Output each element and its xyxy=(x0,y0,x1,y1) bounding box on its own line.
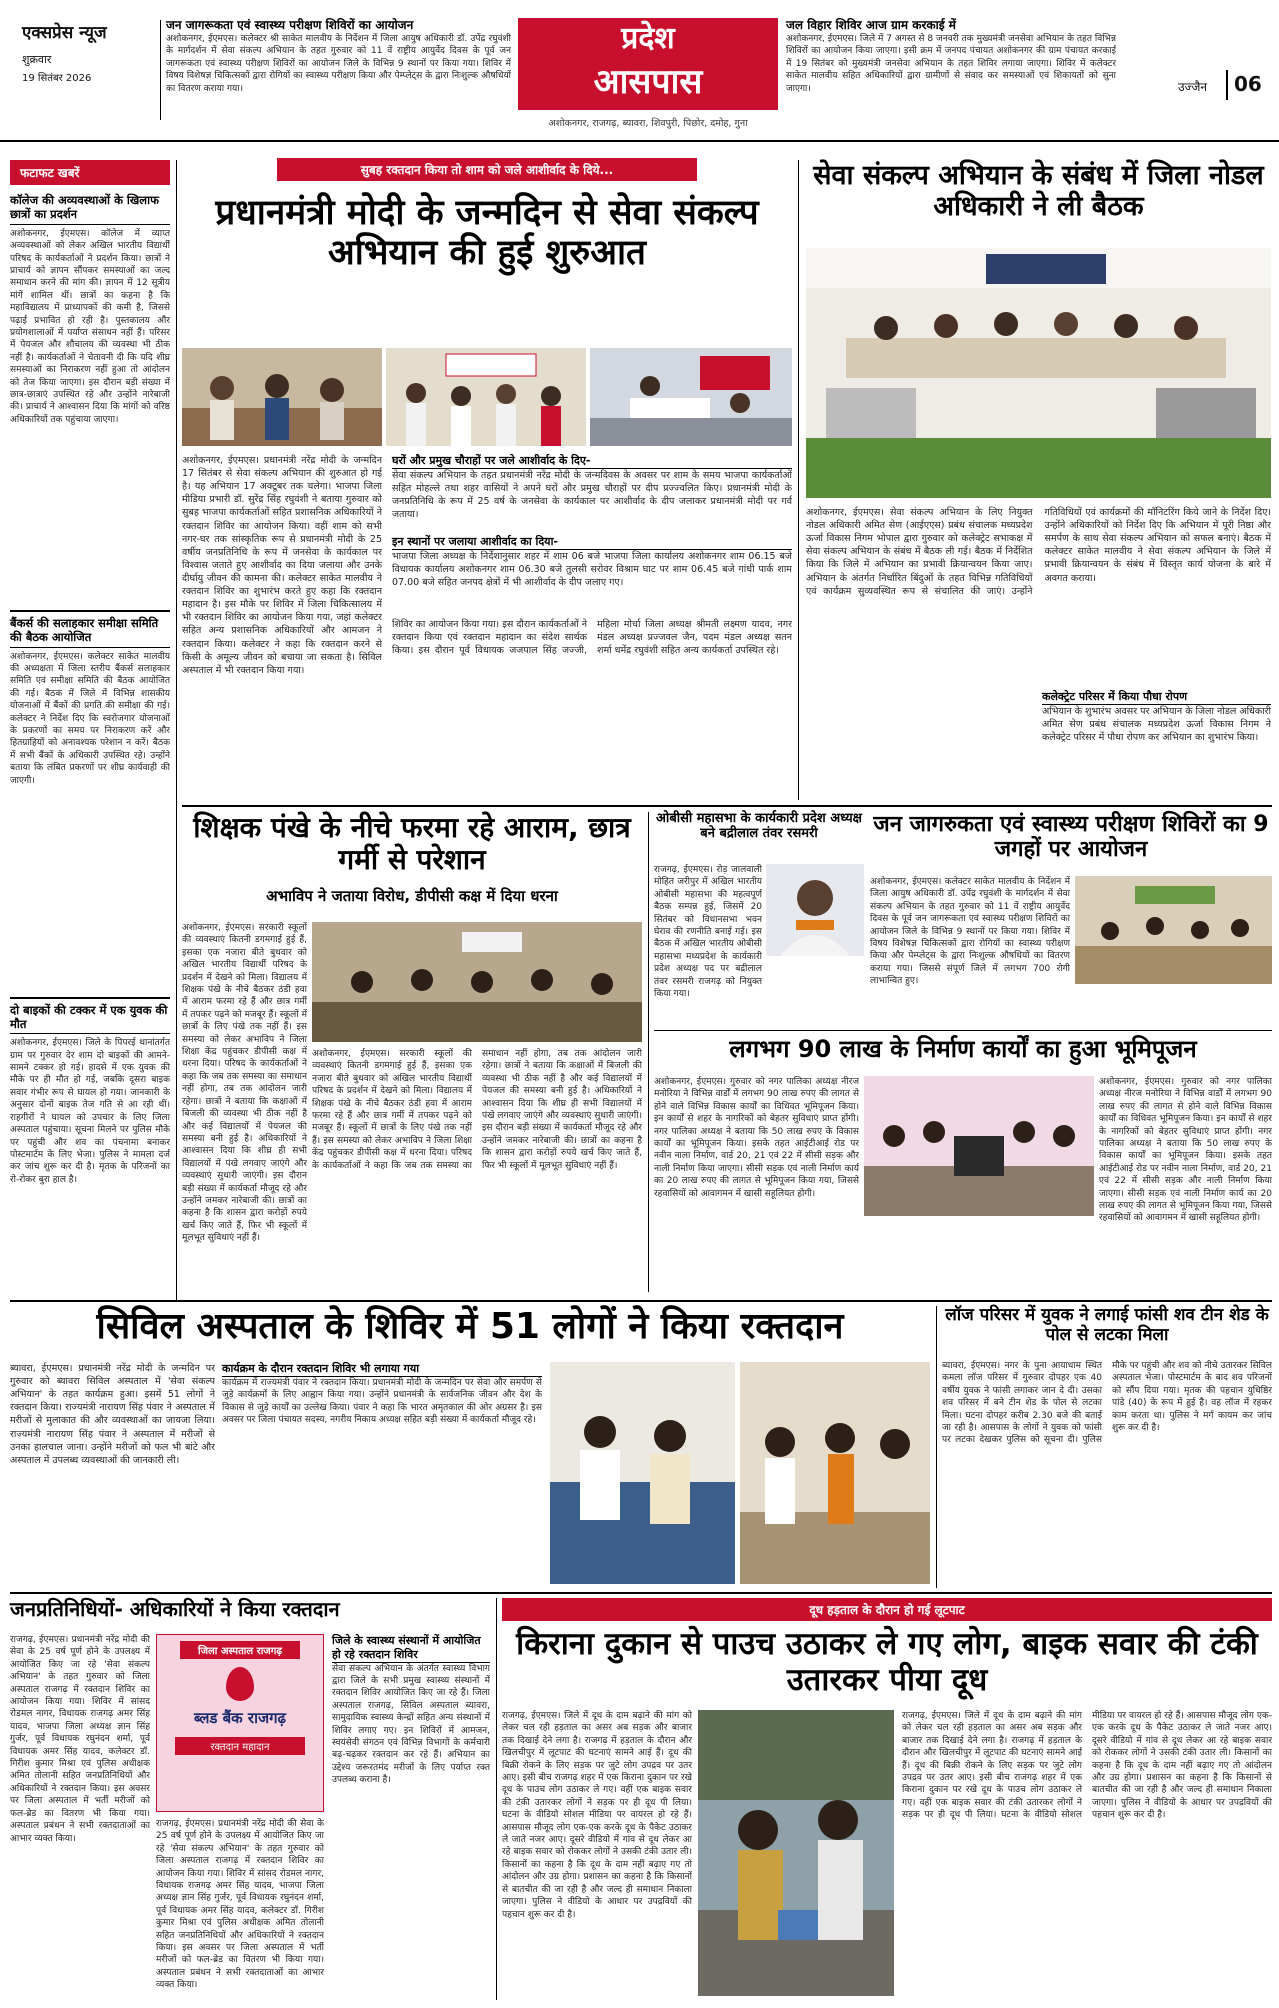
obc-body: राजगढ़, ईएमएस। रोड़ जालवाली मोहित जरीपुर में अखिल भारतीय ओबीसी महासभा की महत्वपूर्ण बैठक सम्पन्न हुई, जिसमें 20 सितंबर को विधानसभा भवन घेराव की रणनीति बनाई गई। इस बैठक में अखिल भारतीय ओबीसी महासभा मध्यप्रदेश के कार्यकारी प्रदेश अध्यक्ष पद पर बद्रीलाल तंवर रसमरी राजगढ़ को नियुक्त किया गया। xyxy=(654,865,762,1000)
section-title-1: प्रदेश xyxy=(621,21,675,56)
sidebar-item-text: अशोकनगर, ईएमएस। कलेक्टर साकेत मालवीय की अध्यक्षता में जिला स्तरीय बैंकर्स सलाहकार समिति एवं समीक्षा समिति की बैठक आयोजित की गई। बैठक में जिले में विभिन्न शासकीय योजनाओं में बैंकों की प्रगति की समीक्षा की गई। कलेक्टर ने निर्देश दिए कि स्वरोजगार योजनाओं के प्रकरणों का समय पर निराकरण करें और हितग्राहियों को अनावश्यक परेशान न करें। बैठक में सभी बैंकों के अधिकारी उपस्थित रहे। उन्होंने बताया कि लंबित प्रकरणों पर शीघ्र कार्यवाही की जाएगी। xyxy=(10,651,170,786)
milk-kicker: दूध हड़ताल के दौरान हो गई लूटपाट xyxy=(502,1598,1272,1621)
edition-name: उज्जैन xyxy=(1178,80,1208,94)
meeting-photo xyxy=(806,248,1271,498)
construction-headline: लगभग 90 लाख के निर्माण कार्यों का हुआ भूमिपूजन xyxy=(729,1035,1197,1063)
hanging-body: ब्यावरा, ईएमएस। नगर के पुना आयाधाम स्थित कमला लॉज परिसर में गुरुवार दोपहर एक 40 वर्षीय युवक ने फांसी लगाकर जान दे दी। उसका शव परिसर में बने टीन शेड के पोल से लटका मिला। घटना दोपहर करीब 2.30 बजे की बताई जा रही है। आसपास के लोगों ने युवक को फांसी पर लटका देखकर पुलिस को सूचना दी। पुलिस मौके पर पहुंची और शव को नीचे उतारकर सिविल अस्पताल भेजा। पोस्टमार्टम के बाद शव परिजनों को सौंप दिया गया। मृतक की पहचान युधिष्ठिर पांडे (40) के रूप में हुई है। वह लॉज में रहकर काम करता था। पुलिस ने मर्ग कायम कर जांच शुरू कर दी है। xyxy=(942,1361,1272,1446)
brief-right xyxy=(786,18,1116,133)
section-box xyxy=(518,18,778,110)
blood-bank-poster xyxy=(156,1634,324,1812)
hanging-headline: लॉज परिसर में युवक ने लगाई फांसी शव टीन शेड के पोल से लटका मिला xyxy=(945,1305,1269,1345)
sidebar-item-title: दो बाइकों की टक्कर में एक युवक की मौत xyxy=(10,1003,170,1035)
construction-body-cont: अशोकनगर, ईएमएस। गुरुवार को नगर पालिका अध्यक्ष नीरज मनोरिया ने विभिन्न वार्डों में लगभग 90 लाख रुपए की लागत से होने वाले विभिन्न विकास कार्यों का विधिवत भूमिपूजन किया। इन कार्यों से शहर के नागरिकों को बेहतर सुविधाएं प्राप्त होंगी। नगर पालिका अध्यक्ष ने बताया कि 50 लाख रुपए के विकास कार्यों का भूमिपूजन किया। इसके तहत आईटीआई रोड पर नवीन नाला निर्माण, वार्ड 20, 21 एवं 22 में सीसी सड़क और नाली निर्माण किया जाएगा। सीसी सड़क एवं नाली निर्माण कार्य का 20 लाख रुपए की लागत से भूमिपूजन किया गया, जिससे रहवासियों को आवागमन में खासी सहूलियत होगी। xyxy=(1099,1077,1272,1224)
blood-donation-sub-title: कार्यक्रम के दौरान रक्तदान शिविर भी लगाया गया xyxy=(222,1362,542,1377)
teacher-body-cont: अशोकनगर, ईएमएस। सरकारी स्कूलों की व्यवस्थाएं कितनी डगमगाई हुई हैं, इसका एक नजारा बीते बुधवार को अखिल भारतीय विद्यार्थी परिषद के प्रदर्शन में देखने को मिला। विद्यालय में शिक्षक पंखे के नीचे बैठकर ठंडी हवा में आराम फरमा रहे हैं और छात्र गर्मी में तपकर पढ़ने को मजबूर हैं। स्कूलों में छात्रों के लिए पंखे तक नहीं हैं। इस समस्या को लेकर अभाविप ने जिला शिक्षा केंद्र पहुंचकर डीपीसी कक्ष में धरना दिया। परिषद के कार्यकर्ताओं ने कहा कि जब तक समस्या का समाधान नहीं होगा, तब तक आंदोलन जारी रहेगा। छात्रों ने बताया कि कक्षाओं में बिजली की व्यवस्था भी ठीक नहीं है और कई विद्यालयों में पेयजल की समस्या बनी हुई है। अधिकारियों ने आश्वासन दिया कि शीघ्र ही सभी विद्यालयों में पंखे लगवाए जाएंगे और व्यवस्थाएं सुधारी जाएंगी। इस दौरान बड़ी संख्या में कार्यकर्ता मौजूद रहे और उन्होंने जमकर नारेबाजी की। छात्रों का कहना है कि शासन द्वारा करोड़ों रुपये खर्च किए जाते हैं, फिर भी स्कूलों में मूलभूत सुविधाएं नहीं हैं। xyxy=(312,1049,642,1171)
section-title-2: आसपास xyxy=(593,62,703,102)
health-camp-headline: जन जागरुकता एवं स्वास्थ्य परीक्षण शिविरों का 9 जगहों पर आयोजन xyxy=(873,812,1269,863)
meeting-body: अशोकनगर, ईएमएस। सेवा संकल्प अभियान के लिए नियुक्त नोडल अधिकारी अमित सेण (आईएएस) प्रबंध संचालक मध्यप्रदेश ऊर्जा विकास निगम भोपाल द्वारा गुरुवार को कलेक्ट्रेट सभाकक्ष में सेवा संकल्प अभियान के संबंध में बैठक ली गई। बैठक में निर्देशित किया कि जिले में अभियान का प्रभावी क्रियान्वयन किया जाए। अभियान के अंतर्गत निर्धारित बिंदुओं के तहत विभिन्न गतिविधियों एवं कार्यक्रम सुव्यवस्थित रूप से संचालित की जाएं। उन्होंने गतिविधियों एवं कार्यक्रमों की मॉनिटरिंग किये जाने के निर्देश दिए। उन्होंने अधिकारियों को निर्देश दिए कि अभियान में पूरी निष्ठा और समर्पण के साथ सेवा संकल्प अभियान को सफल बनाएं। बैठक में कलेक्टर साकेत मालवीय ने सेवा संकल्प अभियान के जिले में प्रभावी क्रियान्वयन के संबंध में विस्तृत कार्य योजना के बारे में अवगत कराया। xyxy=(806,507,1271,597)
blood-donation-story xyxy=(10,1306,930,1588)
paper-name: एक्सप्रेस न्यूज xyxy=(22,23,107,43)
sidebar-item xyxy=(10,193,170,606)
obc-story xyxy=(654,812,864,1027)
officials-blood-sub-title: जिले के स्वास्थ्य संस्थानों में आयोजित हो रहे रक्तदान शिविर xyxy=(332,1634,490,1663)
officials-blood-sub-text: सेवा संकल्प अभियान के अंतर्गत स्वास्थ्य विभाग द्वारा जिले के सभी प्रमुख स्वास्थ्य संस्थानों में रक्तदान शिविर आयोजित किए जा रहे हैं। जिला अस्पताल राजगढ़, सिविल अस्पताल ब्यावरा, सामुदायिक स्वास्थ्य केन्द्रों सहित अन्य संस्थानों में शिविर लगाए गए। इन शिविरों में आमजन, स्वयंसेवी संगठन एवं विभिन्न विभागों के कर्मचारी बढ़-चढ़कर रक्तदान कर रहे हैं। अभियान का उद्देश्य जरूरतमंद मरीजों के लिए पर्याप्त रक्त उपलब्ध कराना है। xyxy=(332,1663,490,1786)
blood-donation-sub-text: कार्यक्रम में राज्यमंत्री पंवार ने रक्तदान किया। प्रधानमंत्री मोदी के जन्मदिन पर सेवा और समर्पण से जुड़े कार्यक्रमों के लिए आह्वान किया गया। उन्होंने प्रधानमंत्री के सार्वजनिक जीवन और देश के विकास से जुड़े कार्यों का उल्लेख किया। पंवार ने कहा कि भारत अमृतकाल की ओर अग्रसर है। इस अवसर पर जिला पंचायत सदस्य, नगरीय निकाय अध्यक्ष सहित बड़ी संख्या में कार्यकर्ता मौजूद रहे। xyxy=(222,1377,542,1425)
teacher-headline: शिक्षक पंखे के नीचे फरमा रहे आराम, छात्र गर्मी से परेशान xyxy=(193,811,631,877)
health-camp-story xyxy=(870,812,1272,1027)
lead-body: अशोकनगर, ईएमएस। प्रधानमंत्री नरेंद्र मोदी के जन्मदिन 17 सितंबर से सेवा संकल्प अभियान की शुरुआत हो गई है। यह अभियान 17 अक्टूबर तक चलेगा। भाजपा जिला मीडिया प्रभारी डॉ. सुरेंद्र सिंह रघुवंशी ने बताया गुरुवार को सुबह भाजपा कार्यकर्ताओं सहित प्रशासनिक अधिकारियों ने रक्तदान शिविर का आयोजन किया। वहीं शाम को सभी नगर-घर तक सांस्कृतिक रूप से प्रधानमंत्री मोदी के 25 वर्षीय जनप्रतिनिधि के रूप में जनसेवा के कार्यकाल पर विश्वास जताते हुए आशीर्वाद का दिया जलाया और उनके दीर्घायु जीवन की कामना की। कलेक्टर साकेत मालवीय ने रक्तदान शिविर का शुभारंभ करते हुए कहा कि रक्तदान महादान है। इस मौके पर शिविर में जिला चिकित्सालय में भी रक्तदान शिविर का आयोजन किया गया, जहां कलेक्टर सहित अन्य प्रशासनिक अधिकारियों और आमजन ने रक्तदान किया। कलेक्टर ने कहा कि रक्तदान करने से किसी के अमूल्य जीवन को बचाया जा सकता है। सिविल अस्पताल में भी रक्तदान किया गया। xyxy=(182,455,382,676)
meeting-sub xyxy=(1042,690,1271,795)
teacher-photo xyxy=(312,922,642,1042)
lead-inset2-text: भाजपा जिला अध्यक्ष के निर्देशानुसार शहर में शाम 06 बजे भाजपा जिला कार्यालय अशोकनगर शाम 06.15 बजे विधायक कार्यालय अशोकनगर शाम 06.30 बजे तुलसी सरोवर विश्राम घाट पर शाम 06.45 बजे गांधी पार्क शाम 07.00 बजे सहित जनपद क्षेत्रों में भी आशीर्वाद के दीप जलाए गए। xyxy=(392,550,792,588)
milk-headline: किराना दुकान से पाउच उठाकर ले गए लोग, बाइक सवार की टंकी उतारकर पीया दूध xyxy=(516,1626,1258,1698)
meeting-story xyxy=(806,160,1271,800)
section-cities: अशोकनगर, राजगढ़, ब्यावरा, शिवपुरी, पिछोर, दमोह, गुना xyxy=(548,118,748,129)
sidebar xyxy=(10,160,170,1300)
officials-blood-body-cont: राजगढ़, ईएमएस। प्रधानमंत्री नरेंद्र मोदी की सेवा के 25 वर्ष पूर्ण होने के उपलक्ष्य में आयोजित किए जा रहे 'सेवा संकल्प अभियान' के तहत गुरुवार को जिला अस्पताल राजगढ़ में रक्तदान शिविर का आयोजन किया गया। शिविर में सांसद रोडमल नागर, विधायक राजगढ़ अमर सिंह यादव, भाजपा जिला अध्यक्ष ज्ञान सिंह गुर्जर, पूर्व विधायक रघुनंदन शर्मा, पूर्व विधायक अमर सिंह यादव, कलेक्टर डॉ. गिरीश कुमार मिश्रा एवं पुलिस अधीक्षक अमित तोलानी सहित जनप्रतिनिधियों और अधिकारियों ने रक्तदान किया। इस अवसर पर जिला अस्पताल में भर्ती मरीजों को फल-ब्रेड का वितरण भी किया गया। अस्पताल प्रबंधन ने सभी रक्तदाताओं का आभार व्यक्त किया। xyxy=(156,1819,324,1991)
milk-photo xyxy=(698,1710,894,1996)
lead-photo-1 xyxy=(182,348,382,446)
sidebar-label: फटाफट खबरें xyxy=(10,160,170,185)
blood-donation-body: ब्यावरा, ईएमएस। प्रधानमंत्री नरेंद्र मोदी के जन्मदिन पर गुरुवार को ब्यावरा सिविल अस्पताल में 'सेवा संकल्प अभियान' के तहत कार्यक्रम हुआ। इसमें 51 लोगों ने रक्तदान किया। राज्यमंत्री नारायण सिंह पंवार ने अस्पताल में मरीजों से मुलाकात की और व्यवस्थाओं का जायजा लिया। राज्यमंत्री नारायण सिंह पंवार ने अस्पताल में मरीजों से उनका हालचाल जाना। उन्होंने मरीजों को फल भी बांटे और अस्पताल में उपलब्ध व्यवस्थाओं की जानकारी ली। xyxy=(10,1363,215,1466)
health-camp-photo xyxy=(1075,876,1272,984)
blood-donation-sub xyxy=(222,1362,542,1577)
teacher-story xyxy=(182,812,642,1292)
meeting-headline: सेवा संकल्प अभियान के संबंध में जिला नोडल अधिकारी ने ली बैठक xyxy=(813,160,1264,223)
brief-right-text: अशोकनगर, ईएमएस। जिले में 7 अगस्त से 8 जनवरी तक मुख्यमंत्री जनसेवा अभियान के तहत विभिन्न शिविरों का आयोजन किया जाएगा। इसी क्रम में जनपद पंचायत अशोकनगर की ग्राम पंचायत करकाई में 19 सितंबर को मुख्यमंत्री जनसेवा अभियान के तहत शिविर लगाया जाएगा। शिविर में कलेक्टर साकेत मालवीय सहित अधिकारियों द्वारा ग्रामीणों से संवाद कर समस्याओं एवं शिकायतों को सुना जाएगा। xyxy=(786,34,1116,94)
lead-inset2-title: इन स्थानों पर जलाया आशीर्वाद का दिया- xyxy=(392,535,792,550)
page-number: 06 xyxy=(1234,72,1262,96)
brief-left-text: अशोकनगर, ईएमएस। कलेक्टर श्री साकेत मालवीय के निर्देशन में जिला आयुष अधिकारी डॉ. उपेंद्र रघुवंशी के मार्गदर्शन में सेवा संकल्प अभियान के तहत गुरुवार को 11 वें राष्ट्रीय आयुर्वेद दिवस के पूर्व जन जागरूकता एवं स्वास्थ्य परीक्षण शिविरों का आयोजन जिले के विभिन्न 9 स्थानों पर किया गया। शिविर में विषय विशेषज्ञ चिकित्सकों द्वारा रोगियों का स्वास्थ्य परीक्षण किया और पेम्प्लेट्स के द्वारा निःशुल्क औषधियों का वितरण कराया गया। xyxy=(166,34,511,94)
poster-main: ब्लड बैंक राजगढ़ xyxy=(194,1709,286,1727)
construction-story xyxy=(654,1036,1272,1294)
issue-date: 19 सितंबर 2026 xyxy=(22,73,92,84)
poster-bottom: रक्तदान महादान xyxy=(175,1737,305,1755)
lead-kicker: सुबह रक्तदान किया तो शाम को जले आशीर्वाद के दिये... xyxy=(277,158,697,181)
officials-blood-sub xyxy=(332,1634,490,1983)
sidebar-item-text: अशोकनगर, ईएमएस। कॉलेज में व्याप्त अव्यवस्थाओं को लेकर अखिल भारतीय विद्यार्थी परिषद के कार्यकर्ताओं ने प्रदर्शन किया। छात्रों ने प्राचार्य को ज्ञापन सौंपकर समस्याओं का जल्द समाधान करने की मांग की। ज्ञापन में 12 सूत्रीय मांगें शामिल थीं। छात्रों का कहना है कि महाविद्यालय में प्राध्यापकों की कमी है, जिससे पढ़ाई प्रभावित हो रही है। पुस्तकालय और प्रयोगशालाओं में पर्याप्त संसाधन नहीं हैं। परिसर में पेयजल और शौचालय की व्यवस्था भी ठीक नहीं है। कार्यकर्ताओं ने चेतावनी दी कि यदि शीघ्र समस्याओं का निराकरण नहीं हुआ तो आंदोलन को तेज किया जाएगा। इस दौरान बड़ी संख्या में छात्र-छात्राएं उपस्थित रहे और उन्होंने नारेबाजी की। प्राचार्य ने आश्वासन दिया कि मांगों को वरिष्ठ अधिकारियों तक पहुंचाया जाएगा। xyxy=(10,228,170,425)
meeting-sub-title: कलेक्ट्रेट परिसर में किया पौधा रोपण xyxy=(1042,690,1271,705)
lead-inset-text: सेवा संकल्प अभियान के तहत प्रधानमंत्री नरेंद्र मोदी के जन्मदिवस के अवसर पर शाम के समय भाजपा कार्यकर्ताओं सहित मोहल्ले तथा शहर वासियों ने अपने घरों और प्रमुख चौराहों पर दीप प्रज्ज्वलित किए। प्रधानमंत्री मोदी के जनप्रतिनिधि के रूप में 25 वर्ष के जनसेवा के कार्यकाल पर आशीर्वाद के दीप जलाकर प्रधानमंत्री मोदी पर गर्व जताया। xyxy=(392,469,792,521)
masthead xyxy=(0,0,1279,140)
milk-body-cont: राजगढ़, ईएमएस। जिले में दूध के दाम बढ़ाने की मांग को लेकर चल रही हड़ताल का असर अब सड़क और बाजार तक दिखाई देने लगा है। राजगढ़ में हड़ताल के दौरान और खिलचीपुर में लूटपाट की घटनाएं सामने आई हैं। दूध की बिक्री रोकने के लिए सड़क पर जुटे लोग उपद्रव पर उतर आए। इसी बीच राजगढ़ शहर में एक किराना दुकान पर रखे दूध के पाउच लोग उठाकर ले गए। वहीं एक बाइक सवार की टंकी उतारकर लोगों ने सड़क पर ही दूध पी लिया। घटना के वीडियो सोशल मीडिया पर वायरल हो रहे हैं। आसपास मौजूद लोग एक-एक करके दूध के पैकेट उठाकर ले जाते नजर आए। दूसरे वीडियो में गांव से दूध लेकर आ रहे बाइक सवार को रोककर लोगों ने उसकी टंकी उतार ली। किसानों का कहना है कि दूध के दाम नहीं बढ़ाए गए तो आंदोलन और उग्र होगा। प्रशासन का कहना है कि किसानों से बातचीत की जा रही है और जल्द ही समाधान निकाला जाएगा। पुलिस ने वीडियो के आधार पर उपद्रवियों की पहचान शुरू कर दी है। xyxy=(902,1711,1272,1821)
obc-headline: ओबीसी महासभा के कार्यकारी प्रदेश अध्यक्ष बने बद्रीलाल तंवर रसमरी xyxy=(656,811,862,841)
officials-blood-story xyxy=(10,1598,490,2000)
lead-inset xyxy=(392,454,792,606)
blood-donation-headline: सिविल अस्पताल के शिविर में 51 लोगों ने किया रक्तदान xyxy=(96,1306,844,1347)
teacher-body: अशोकनगर, ईएमएस। सरकारी स्कूलों की व्यवस्थाएं कितनी डगमगाई हुई हैं, इसका एक नजारा बीते बुधवार को अखिल भारतीय विद्यार्थी परिषद के प्रदर्शन में देखने को मिला। विद्यालय में शिक्षक पंखे के नीचे बैठकर ठंडी हवा में आराम फरमा रहे हैं और छात्र गर्मी में तपकर पढ़ने को मजबूर हैं। स्कूलों में छात्रों के लिए पंखे तक नहीं हैं। इस समस्या को लेकर अभाविप ने जिला शिक्षा केंद्र पहुंचकर डीपीसी कक्ष में धरना दिया। परिषद के कार्यकर्ताओं ने कहा कि जब तक समस्या का समाधान नहीं होगा, तब तक आंदोलन जारी रहेगा। छात्रों ने बताया कि कक्षाओं में बिजली की व्यवस्था भी ठीक नहीं है और कई विद्यालयों में पेयजल की समस्या बनी हुई है। अधिकारियों ने आश्वासन दिया कि शीघ्र ही सभी विद्यालयों में पंखे लगवाए जाएंगे और व्यवस्थाएं सुधारी जाएंगी। इस दौरान बड़ी संख्या में कार्यकर्ता मौजूद रहे और उन्होंने जमकर नारेबाजी की। छात्रों का कहना है कि शासन द्वारा करोड़ों रुपये खर्च किए जाते हैं, फिर भी स्कूलों में मूलभूत सुविधाएं नहीं हैं। xyxy=(182,923,307,1244)
meeting-sub-text: अभियान के शुभारंभ अवसर पर अभियान के जिला नोडल अधिकारी अमित सेण प्रबंध संचालक मध्यप्रदेश ऊर्जा विकास निगम ने कलेक्ट्रेट परिसर में पौधा रोपण कर अभियान का शुभारंभ किया। xyxy=(1042,705,1271,743)
hanging-story xyxy=(942,1306,1272,1588)
officials-blood-body: राजगढ़, ईएमएस। प्रधानमंत्री नरेंद्र मोदी की सेवा के 25 वर्ष पूर्ण होने के उपलक्ष्य में आयोजित किए जा रहे 'सेवा संकल्प अभियान' के तहत गुरुवार को जिला अस्पताल राजगढ़ में रक्तदान शिविर का आयोजन किया गया। शिविर में सांसद रोडमल नागर, विधायक राजगढ़ अमर सिंह यादव, भाजपा जिला अध्यक्ष ज्ञान सिंह गुर्जर, पूर्व विधायक रघुनंदन शर्मा, पूर्व विधायक अमर सिंह यादव, कलेक्टर डॉ. गिरीश कुमार मिश्रा एवं पुलिस अधीक्षक अमित तोलानी सहित जनप्रतिनिधियों और अधिकारियों ने रक्तदान किया। इस अवसर पर जिला अस्पताल में भर्ती मरीजों को फल-ब्रेड का वितरण भी किया गया। अस्पताल प्रबंधन ने सभी रक्तदाताओं का आभार व्यक्त किया। xyxy=(10,1635,150,1844)
blood-donation-photo-1 xyxy=(550,1362,735,1584)
lead-headline: प्रधानमंत्री मोदी के जन्मदिन से सेवा संकल्प अभियान की हुई शुरुआत xyxy=(215,193,759,274)
milk-body: राजगढ़, ईएमएस। जिले में दूध के दाम बढ़ाने की मांग को लेकर चल रही हड़ताल का असर अब सड़क और बाजार तक दिखाई देने लगा है। राजगढ़ में हड़ताल के दौरान और खिलचीपुर में लूटपाट की घटनाएं सामने आई हैं। दूध की बिक्री रोकने के लिए सड़क पर जुटे लोग उपद्रव पर उतर आए। इसी बीच राजगढ़ शहर में एक किराना दुकान पर रखे दूध के पाउच लोग उठाकर ले गए। वहीं एक बाइक सवार की टंकी उतारकर लोगों ने सड़क पर ही दूध पी लिया। घटना के वीडियो सोशल मीडिया पर वायरल हो रहे हैं। आसपास मौजूद लोग एक-एक करके दूध के पैकेट उठाकर ले जाते नजर आए। दूसरे वीडियो में गांव से दूध लेकर आ रहे बाइक सवार को रोककर लोगों ने उसकी टंकी उतार ली। किसानों का कहना है कि दूध के दाम नहीं बढ़ाए गए तो आंदोलन और उग्र होगा। प्रशासन का कहना है कि किसानों से बातचीत की जा रही है और जल्द ही समाधान निकाला जाएगा। पुलिस ने वीडियो के आधार पर उपद्रवियों की पहचान शुरू कर दी है। xyxy=(502,1711,692,1920)
lead-photo-2 xyxy=(386,348,586,446)
sidebar-item-text: अशोकनगर, ईएमएस। जिले के पिपरई थानांतर्गत ग्राम पर गुरुवार देर शाम दो बाइकों की आमने-सामने टक्कर हो गई। हादसे में एक युवक की मौके पर ही मौत हो गई, जबकि दूसरा बाइक सवार गंभीर रूप से घायल हो गया। जानकारी के अनुसार दोनों बाइक तेज गति से आ रही थीं। राहगीरों ने घायल को उपचार के लिए जिला अस्पताल पहुंचाया। सूचना मिलने पर पुलिस मौके पर पहुंची और शव का पंचनामा बनाकर पोस्टमार्टम के लिए भेजा। पुलिस ने मामला दर्ज कर जांच शुरू कर दी है। मृतक के परिजनों का रो-रोकर बुरा हाल है। xyxy=(10,1038,170,1185)
brief-left xyxy=(166,18,511,133)
blood-drop-icon xyxy=(226,1667,254,1701)
brief-left-title: जन जागरूकता एवं स्वास्थ्य परीक्षण शिविरों का आयोजन xyxy=(166,18,414,32)
lead-photo-3 xyxy=(590,348,792,446)
issue-day: शुक्रवार xyxy=(22,53,52,66)
sidebar-item-title: कॉलेज की अव्यवस्थाओं के खिलाफ छात्रों का प्रदर्शन xyxy=(10,193,170,225)
teacher-subhead: अभाविप ने जताया विरोध, डीपीसी कक्ष में दिया धरना xyxy=(266,887,558,905)
obc-portrait xyxy=(766,864,864,956)
lead-story xyxy=(182,158,792,798)
construction-body: अशोकनगर, ईएमएस। गुरुवार को नगर पालिका अध्यक्ष नीरज मनोरिया ने विभिन्न वार्डों में लगभग 90 लाख रुपए की लागत से होने वाले विभिन्न विकास कार्यों का विधिवत भूमिपूजन किया। इन कार्यों से शहर के नागरिकों को बेहतर सुविधाएं प्राप्त होंगी। नगर पालिका अध्यक्ष ने बताया कि 50 लाख रुपए के विकास कार्यों का भूमिपूजन किया। इसके तहत आईटीआई रोड पर नवीन नाला निर्माण, वार्ड 20, 21 एवं 22 में सीसी सड़क और नाली निर्माण किया जाएगा। सीसी सड़क एवं नाली निर्माण कार्य का 20 लाख रुपए की लागत से भूमिपूजन किया गया, जिससे रहवासियों को आवागमन में खासी सहूलियत होगी। xyxy=(654,1077,859,1199)
construction-photo xyxy=(864,1076,1094,1216)
lead-col3: शिविर का आयोजन किया गया। इस दौरान कार्यकर्ताओं ने रक्तदान किया एवं रक्तदान महादान का संदेश सार्थक किया। इस दौरान पूर्व विधायक जजपाल सिंह जज्जी, महिला मोर्चा जिला अध्यक्ष श्रीमती लक्ष्मण यादव, नगर मंडल अध्यक्ष प्रज्जवल जैन, पदम मंडल अध्यक्ष सतन शर्मा धमेंद्र रघुवंशी सहित अन्य कार्यकर्ता उपस्थित रहे। xyxy=(392,619,792,657)
sidebar-item xyxy=(10,616,170,993)
brief-right-title: जल विहार शिविर आज ग्राम करकाई में xyxy=(786,18,956,32)
sidebar-item xyxy=(10,1003,170,1328)
officials-blood-headline: जनप्रतिनिधियों- अधिकारियों ने किया रक्तदान xyxy=(10,1597,340,1621)
blood-donation-photo-2 xyxy=(740,1362,930,1584)
milk-story xyxy=(502,1598,1272,2000)
poster-top: जिला अस्पताल राजगढ़ xyxy=(180,1641,300,1659)
lead-inset-title: घरों और प्रमुख चौराहों पर जले आशीर्वाद के दिए- xyxy=(392,454,792,469)
health-camp-body: अशोकनगर, ईएमएस। कलेक्टर साकेत मालवीय के निर्देशन में जिला आयुष अधिकारी डॉ. उपेंद्र रघुवंशी के मार्गदर्शन में सेवा संकल्प अभियान के तहत गुरुवार को 11 वें राष्ट्रीय आयुर्वेद दिवस के पूर्व जन जागरूकता एवं स्वास्थ्य परीक्षण शिविरों का आयोजन जिले के विभिन्न 9 स्थानों पर किया गया। शिविर में विषय विशेषज्ञ चिकित्सकों द्वारा रोगियों का स्वास्थ्य परीक्षण किया और पेम्प्लेट्स के द्वारा निःशुल्क औषधियों का वितरण कराया गया। जिससे संपूर्ण जिले में लगभग 700 रोगी लाभान्वित हुए। xyxy=(870,877,1070,987)
sidebar-item-title: बैंकर्स की सलाहकार समीक्षा समिति की बैठक आयोजित xyxy=(10,616,170,648)
